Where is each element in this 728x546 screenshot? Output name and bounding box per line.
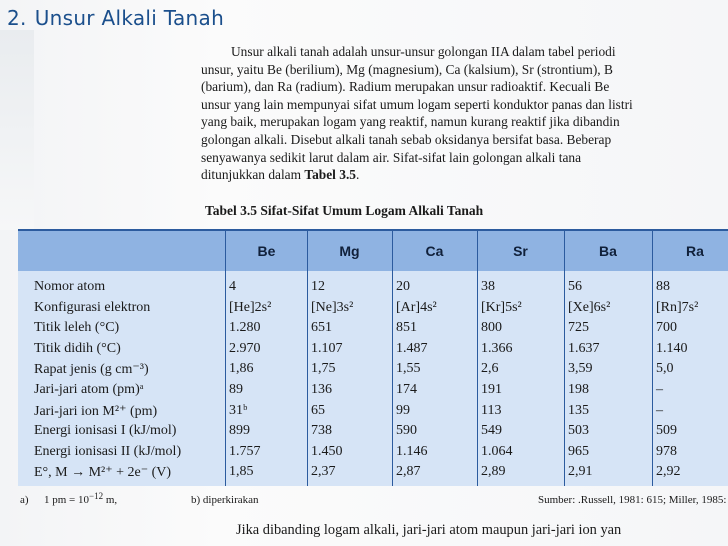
section-heading: [7, 6, 224, 30]
table-cell: 2.970: [229, 340, 261, 356]
table-cell: 1.280: [229, 320, 261, 336]
table-cell: –: [656, 382, 663, 397]
table-cell: 978: [656, 443, 677, 459]
table-cell: 965: [568, 443, 589, 459]
table-cell: 1.107: [311, 340, 343, 356]
paragraph-line: Unsur alkali tanah adalah unsur-unsur golongan IIA dalam tabel periodi: [231, 44, 616, 59]
column-header-mg: Mg: [339, 243, 360, 259]
column-header-be: Be: [257, 243, 276, 259]
table-cell: 1.450: [311, 443, 343, 459]
table-cell: 56: [568, 279, 582, 294]
row-label: E°, M → M²⁺ + 2e⁻ (V): [34, 465, 172, 481]
table-cell: 136: [311, 382, 332, 397]
table-cell: 503: [568, 423, 589, 439]
table-cell: 20: [396, 279, 410, 294]
row-label: Nomor atom: [34, 279, 106, 294]
table-cell: 2,87: [396, 464, 421, 480]
paragraph-line: yang baik, merupakan logam yang reaktif, namun kurang reaktif jika dibandin: [201, 114, 620, 130]
table-cell: 509: [656, 423, 677, 439]
paragraph-line: unsur yang lain mempunyai sifat umum logam seperti konduktor panas dan listri: [201, 96, 633, 112]
table-cell: 174: [396, 382, 417, 397]
intro-paragraph: [201, 43, 728, 184]
table-cell: 89: [229, 382, 243, 397]
table-cell: 1.064: [481, 443, 513, 459]
table-cell: 1.757: [229, 443, 261, 459]
column-header-ba: Ba: [599, 243, 617, 259]
table-cell: 2,91: [568, 464, 593, 480]
table-cell: 38: [481, 279, 495, 294]
table-cell: 1,86: [229, 361, 254, 377]
row-label: Energi ionisasi I (kJ/mol): [34, 423, 177, 439]
footnote-a-text: 1 pm = 10: [44, 494, 90, 506]
table-cell: [Xe]6s²: [568, 299, 611, 315]
table-cell: 1.637: [568, 340, 600, 356]
table-cell: [He]2s²: [229, 299, 272, 315]
footnote-a-label: a): [20, 494, 29, 506]
paragraph-text: ditunjukkan dalam: [201, 167, 305, 183]
table-cell: 113: [481, 402, 502, 418]
footnote-b: b) diperkirakan: [191, 494, 259, 506]
table-cell: [Ne]3s²: [311, 299, 354, 315]
table-cell: 2,92: [656, 464, 681, 480]
table-cell: 3,59: [568, 361, 593, 377]
section-title: Unsur Alkali Tanah: [34, 6, 225, 30]
margin-strip: [0, 30, 34, 230]
row-label: Rapat jenis (g cm⁻³): [34, 362, 149, 378]
table-cell: 1,55: [396, 361, 421, 377]
paragraph-end: .: [355, 167, 360, 183]
table-cell: 99: [396, 402, 410, 418]
table-cell: 800: [481, 320, 502, 336]
continuation-text: Jika dibanding logam alkali, jari-jari atom maupun jari-jari ion yan: [236, 522, 622, 538]
source-note: Sumber: .Russell, 1981: 615; Miller, 1985:: [538, 494, 727, 506]
row-label: Jari-jari atom (pm)ᵃ: [34, 382, 144, 397]
table-cell: 725: [568, 320, 589, 336]
table-cell: 590: [396, 423, 417, 439]
table-cell: 738: [311, 423, 332, 439]
table-cell: 191: [481, 382, 502, 397]
section-number: 2.: [7, 6, 27, 30]
row-label: Konfigurasi elektron: [34, 299, 151, 315]
paragraph-line: senyawanya sedikit larut dalam air. Sifat-sifat lain golongan alkali tana: [201, 149, 582, 165]
row-label: Energi ionisasi II (kJ/mol): [34, 443, 182, 459]
table-cell: 1.487: [396, 340, 428, 356]
table-reference: Tabel 3.5: [304, 167, 356, 183]
table-cell: 5,0: [656, 361, 674, 377]
paragraph-line: (barium), dan Ra (radium). Radium merupakan unsur radioaktif. Kecuali Be: [201, 79, 610, 95]
column-header-ra: Ra: [686, 243, 704, 259]
footnote-a-unit: m,: [103, 494, 118, 506]
table-cell: 2,89: [481, 464, 506, 480]
column-header-sr: Sr: [513, 243, 528, 259]
table-cell: [Rn]7s²: [656, 299, 699, 315]
paragraph-line: [201, 166, 728, 184]
column-header-ca: Ca: [425, 243, 444, 259]
row-label: Titik didih (°C): [34, 340, 121, 356]
paragraph-line: unsur, yaitu Be (berilium), Mg (magnesium), Ca (kalsium), Sr (strontium), B: [201, 61, 613, 77]
row-label: Jari-jari ion M²⁺ (pm): [34, 403, 158, 419]
table-cell: 31ᵇ: [229, 402, 248, 418]
table-cell: 12: [311, 279, 325, 294]
footnote-a-exp: −12: [89, 491, 104, 501]
properties-table: [18, 229, 728, 486]
table-cell: 851: [396, 320, 417, 336]
table-cell: 651: [311, 320, 332, 336]
table-cell: 1,85: [229, 464, 254, 480]
table-cell: 135: [568, 402, 589, 418]
table-cell: 700: [656, 320, 677, 336]
table-cell: 198: [568, 382, 589, 397]
table-cell: 65: [311, 402, 325, 418]
table-title: Tabel 3.5 Sifat-Sifat Umum Logam Alkali Tanah: [205, 203, 484, 218]
table-cell: 2,6: [481, 361, 499, 377]
table-cell: 1,75: [311, 361, 336, 377]
table-cell: 4: [229, 279, 236, 294]
table-cell: 1.140: [656, 340, 688, 356]
paragraph-line: golongan alkali. Disebut alkali tanah sebab oksidanya bersifat basa. Beberap: [201, 131, 612, 147]
row-label: Titik leleh (°C): [34, 320, 120, 336]
table-cell: [Kr]5s²: [481, 299, 522, 315]
table-cell: –: [656, 402, 663, 418]
table-cell: 1.366: [481, 340, 513, 356]
table-cell: 549: [481, 423, 502, 439]
table-cell: 88: [656, 279, 670, 294]
table-cell: [Ar]4s²: [396, 299, 437, 315]
table-cell: 2,37: [311, 464, 336, 480]
footnote-a: [44, 491, 118, 506]
table-cell: 1.146: [396, 443, 428, 459]
table-cell: 899: [229, 423, 250, 439]
